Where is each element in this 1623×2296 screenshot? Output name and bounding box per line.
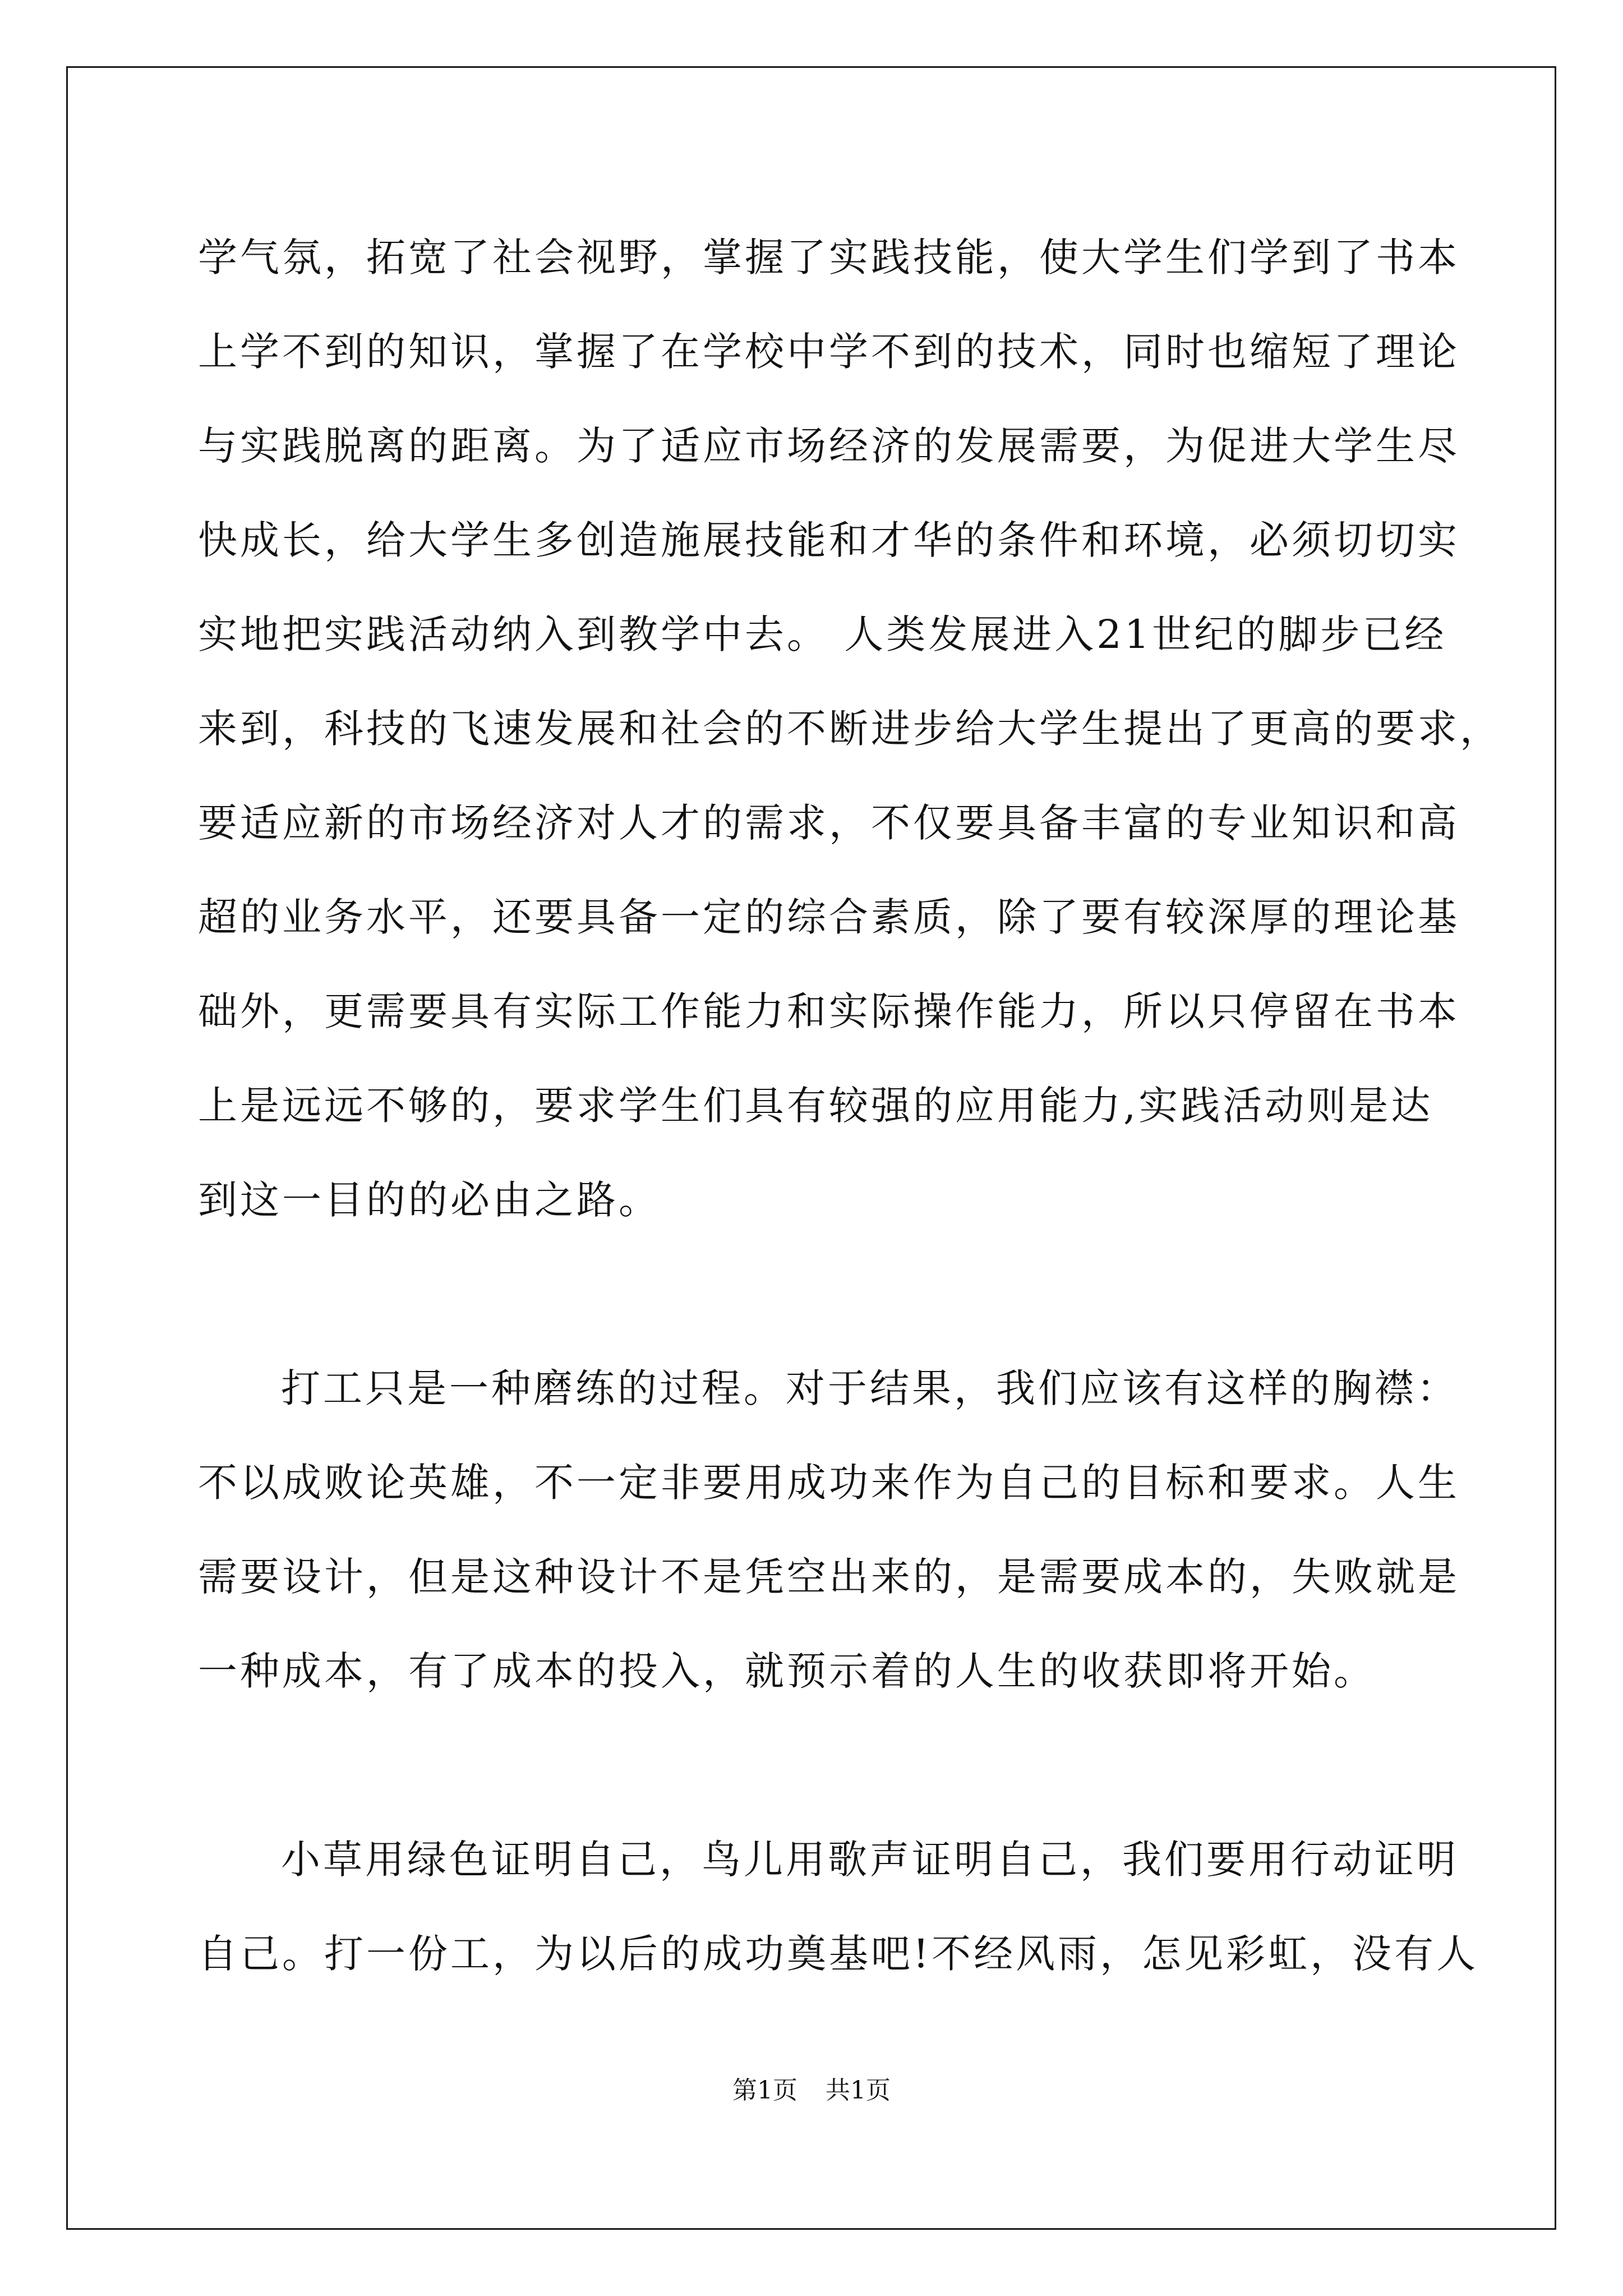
text-line: 超的业务水平，还要具备一定的综合素质，除了要有较深厚的理论基 (198, 894, 1460, 940)
text-line: 需要设计，但是这种设计不是凭空出来的，是需要成本的，失败就是 (198, 1554, 1460, 1600)
text-line: 上是远远不够的，要求学生们具有较强的应用能力,实践活动则是达 (198, 1083, 1433, 1129)
document-body (198, 210, 1502, 2001)
text-line: 到这一目的的必由之路。 (198, 1177, 661, 1223)
page-number: 第1页 (732, 2076, 797, 2105)
text-line: 一种成本，有了成本的投入，就预示着的人生的收获即将开始。 (198, 1648, 1376, 1694)
text-line: 来到，科技的飞速发展和社会的不断进步给大学生提出了更高的要求， (198, 706, 1502, 752)
text-line: 础外，更需要具有实际工作能力和实际操作能力，所以只停留在书本 (198, 988, 1460, 1034)
text-line: 自己。打一份工，为以后的成功奠基吧!不经风雨，怎见彩虹，没有人 (198, 1931, 1479, 1977)
text-line: 学气氛，拓宽了社会视野，掌握了实践技能，使大学生们学到了书本 (198, 234, 1460, 280)
blank-line (198, 1718, 1432, 1812)
page-total: 共1页 (826, 2076, 891, 2105)
text-line: 不以成败论英雄，不一定非要用成功来作为自己的目标和要求。人生 (198, 1460, 1460, 1506)
text-line: 实地把实践活动纳入到教学中去。 人类发展进入21世纪的脚步已经 (198, 611, 1447, 657)
blank-line (198, 1247, 1432, 1341)
paragraph-first-line: 小草用绿色证明自己，鸟儿用歌声证明自己，我们要用行动证明 (281, 1837, 1459, 1883)
page-footer (0, 2070, 1623, 2106)
text-line: 快成长，给大学生多创造施展技能和才华的条件和环境，必须切切实 (198, 517, 1460, 563)
text-line: 要适应新的市场经济对人才的需求，不仅要具备丰富的专业知识和高 (198, 800, 1460, 846)
paragraph-first-line: 打工只是一种磨练的过程。对于结果，我们应该有这样的胸襟： (281, 1365, 1459, 1411)
text-line: 上学不到的知识，掌握了在学校中学不到的技术，同时也缩短了理论 (198, 329, 1460, 375)
text-line: 与实践脱离的距离。为了适应市场经济的发展需要，为促进大学生尽 (198, 423, 1460, 469)
